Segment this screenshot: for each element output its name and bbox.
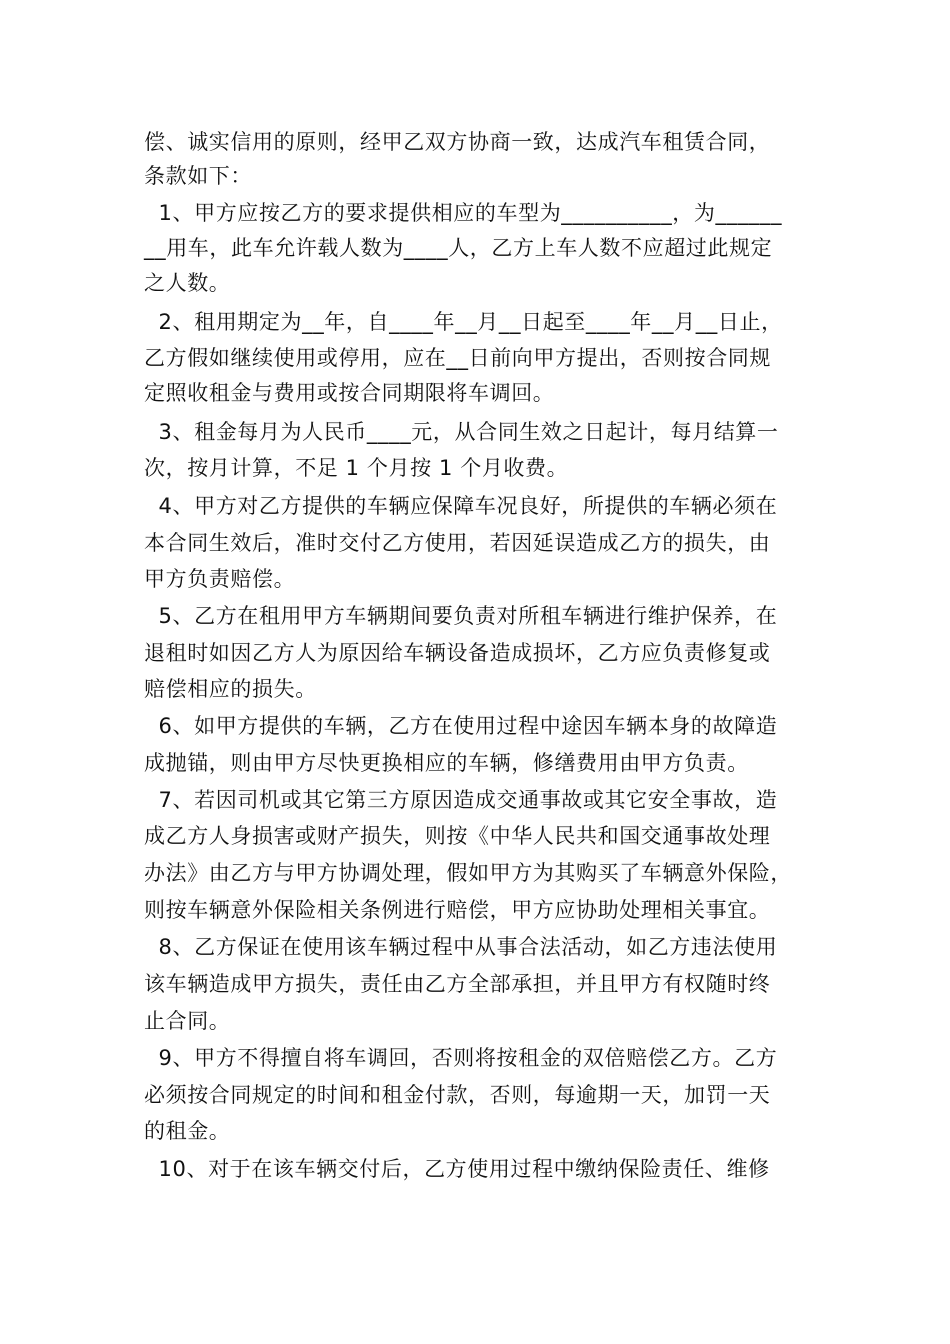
text-line: 5、乙方在租用甲方车辆期间要负责对所租车辆进行维护保养，在: [144, 604, 778, 628]
text-line: 偿、诚实信用的原则，经甲乙双方协商一致，达成汽车租赁合同，: [144, 130, 771, 154]
text-line: 次，按月计算，不足 1 个月按 1 个月收费。: [144, 456, 569, 480]
text-line: 8、乙方保证在使用该车辆过程中从事合法活动，如乙方违法使用: [144, 935, 778, 959]
text-line: 赔偿相应的损失。: [144, 677, 317, 701]
text-line: 乙方假如继续使用或停用，应在__日前向甲方提出，否则按合同规: [144, 346, 771, 370]
text-line: 止合同。: [144, 1009, 231, 1033]
text-line: 成抛锚，则由甲方尽快更换相应的车辆，修缮费用由甲方负责。: [144, 751, 749, 775]
text-line: 7、若因司机或其它第三方原因造成交通事故或其它安全事故，造: [144, 788, 778, 812]
text-line: 9、甲方不得擅自将车调回，否则将按租金的双倍赔偿乙方。乙方: [144, 1046, 778, 1070]
text-line: 本合同生效后，准时交付乙方使用，若因延误造成乙方的损失，由: [144, 531, 771, 555]
text-line: 6、如甲方提供的车辆，乙方在使用过程中途因车辆本身的故障造: [144, 714, 778, 738]
text-line: 定照收租金与费用或按合同期限将车调回。: [144, 381, 555, 405]
text-line: 10、对于在该车辆交付后，乙方使用过程中缴纳保险责任、维修: [144, 1157, 770, 1181]
text-line: 之人数。: [144, 271, 231, 295]
text-line: 的租金。: [144, 1119, 231, 1143]
text-line: __用车，此车允许载人数为____人，乙方上车人数不应超过此规定: [144, 236, 773, 260]
text-line: 条款如下：: [144, 164, 252, 188]
text-line: 4、甲方对乙方提供的车辆应保障车况良好，所提供的车辆必须在: [144, 494, 778, 518]
text-line: 退租时如因乙方人为原因给车辆设备造成损坏，乙方应负责修复或: [144, 641, 771, 665]
text-line: 办法》由乙方与甲方协调处理，假如甲方为其购买了车辆意外保险，: [144, 861, 792, 885]
text-line: 甲方负责赔偿。: [144, 567, 296, 591]
text-line: 该车辆造成甲方损失，责任由乙方全部承担，并且甲方有权随时终: [144, 972, 771, 996]
text-line: 则按车辆意外保险相关条例进行赔偿，甲方应协助处理相关事宜。: [144, 898, 771, 922]
text-line: 必须按合同规定的时间和租金付款，否则，每逾期一天，加罚一天: [144, 1083, 771, 1107]
text-line: 2、租用期定为__年，自____年__月__日起至____年__月__日止，: [144, 310, 783, 334]
text-line: 3、租金每月为人民币____元，从合同生效之日起计，每月结算一: [144, 420, 779, 444]
text-line: 成乙方人身损害或财产损失，则按《中华人民共和国交通事故处理: [144, 824, 771, 848]
text-line: 1、甲方应按乙方的要求提供相应的车型为__________，为______: [144, 201, 783, 225]
